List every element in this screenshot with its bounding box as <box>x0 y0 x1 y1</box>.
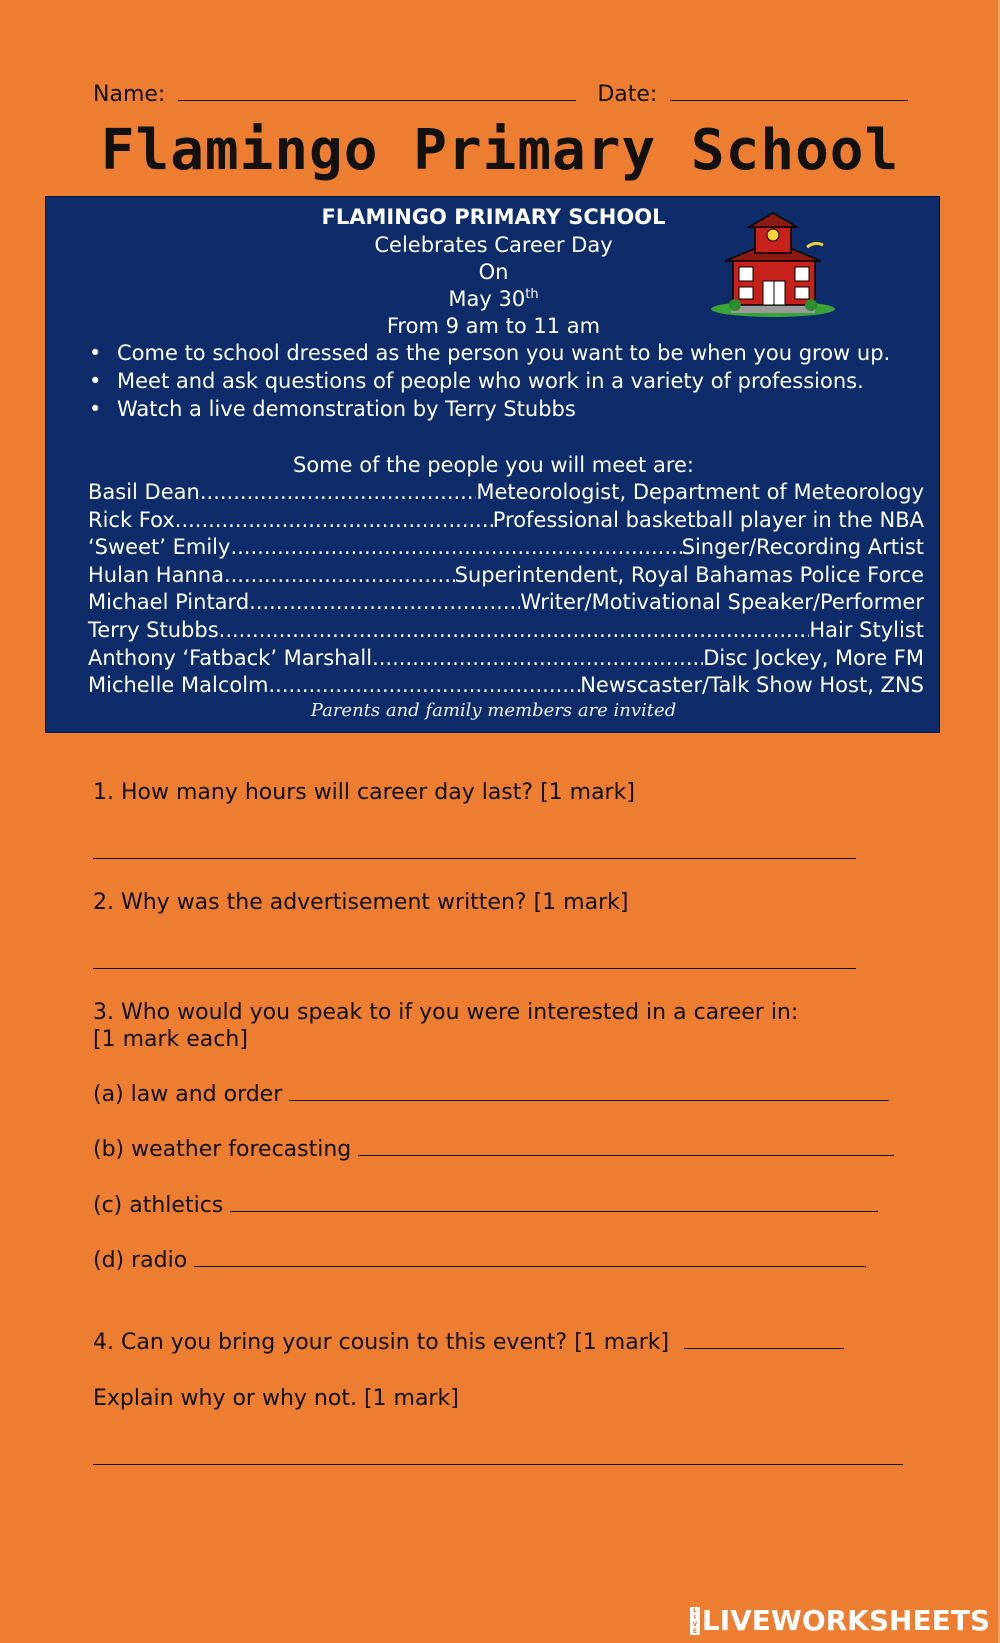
flyer-line-on: On <box>478 260 509 284</box>
question-4-explain: Explain why or why not. [1 mark] <box>93 1386 459 1411</box>
person-row <box>88 508 924 536</box>
answer-line-q3d[interactable] <box>194 1248 866 1267</box>
person-name: Anthony ‘Fatback’ Marshall <box>88 645 373 670</box>
question-3d <box>93 1248 866 1273</box>
live-letter: E <box>690 1628 700 1635</box>
date-answer-line[interactable] <box>670 80 908 101</box>
person-row <box>88 618 924 646</box>
answer-line-q3b[interactable] <box>358 1137 894 1156</box>
live-letter: V <box>690 1621 700 1628</box>
person-role: Writer/Motivational Speaker/Performer <box>520 590 924 615</box>
question-3a-label: (a) law and order <box>93 1082 283 1107</box>
question-3a <box>93 1082 889 1107</box>
question-3b-label: (b) weather forecasting <box>93 1137 352 1162</box>
people-intro: Some of the people you will meet are: <box>293 453 694 477</box>
question-3-marks: [1 mark each] <box>93 1027 248 1052</box>
question-3d-label: (d) radio <box>93 1248 188 1273</box>
leader-dots <box>269 673 581 697</box>
question-1: 1. How many hours will career day last? [1 mark] <box>93 780 635 805</box>
page-title: Flamingo Primary School <box>100 118 900 183</box>
date-label: Date: <box>597 82 658 107</box>
person-row <box>88 480 924 508</box>
answer-line-q4[interactable] <box>684 1330 844 1349</box>
leader-dots <box>200 480 477 504</box>
flyer-time: From 9 am to 11 am <box>386 314 601 338</box>
flyer-bullet-list <box>89 341 890 425</box>
name-date-row <box>93 80 908 107</box>
flyer-bullet: • Come to school dressed as the person you want to be when you grow up. <box>89 341 890 369</box>
person-row <box>88 673 924 701</box>
career-day-flyer <box>45 196 940 733</box>
answer-line-q3a[interactable] <box>289 1082 889 1101</box>
person-role: Professional basketball player in the NBA <box>492 507 924 532</box>
person-role: Superintendent, Royal Bahamas Police Force <box>454 562 924 587</box>
flyer-line-celebrates: Celebrates Career Day <box>374 233 613 257</box>
people-list <box>88 480 924 701</box>
flyer-date-sup: th <box>525 287 539 302</box>
person-name: Basil Dean <box>88 480 200 504</box>
brand-text: LIVEWORKSHEETS <box>701 1604 990 1637</box>
flyer-bullet: • Meet and ask questions of people who work in a variety of professions. <box>89 369 890 397</box>
person-row <box>88 535 924 563</box>
answer-line-q3c[interactable] <box>230 1193 878 1212</box>
live-badge <box>690 1607 700 1635</box>
question-4 <box>93 1330 844 1355</box>
flyer-heading: FLAMINGO PRIMARY SCHOOL <box>321 205 666 229</box>
live-letter: L <box>690 1607 700 1614</box>
person-role: Meteorologist, Department of Meteorology <box>476 480 924 504</box>
question-2: 2. Why was the advertisement written? [1 mark] <box>93 890 629 915</box>
person-name: Rick Fox <box>88 507 175 532</box>
person-name: ‘Sweet’ Emily <box>88 535 231 560</box>
answer-line-q1[interactable] <box>93 858 856 859</box>
question-3c-label: (c) athletics <box>93 1193 224 1218</box>
schoolhouse-icon <box>711 211 841 321</box>
question-3c <box>93 1193 878 1218</box>
leader-dots <box>219 618 810 642</box>
name-label: Name: <box>93 82 166 107</box>
flyer-date-main: May 30 <box>448 287 526 311</box>
invite-note: Parents and family members are invited <box>310 700 677 721</box>
question-3: 3. Who would you speak to if you were interested in a career in: <box>93 1000 799 1025</box>
live-letter: I <box>690 1614 700 1621</box>
leader-dots <box>175 508 493 532</box>
person-role: Newscaster/Talk Show Host, ZNS <box>580 673 924 698</box>
question-4-label: 4. Can you bring your cousin to this event? [1 mark] <box>93 1330 670 1355</box>
leader-dots <box>372 646 703 670</box>
person-name: Michael Pintard <box>88 590 250 615</box>
answer-line-q2[interactable] <box>93 968 856 969</box>
person-row <box>88 646 924 674</box>
leader-dots <box>249 590 520 614</box>
name-answer-line[interactable] <box>178 80 576 101</box>
leader-dots <box>230 535 681 559</box>
leader-dots <box>224 563 455 587</box>
person-row <box>88 563 924 591</box>
answer-line-q4-explain[interactable] <box>93 1464 903 1465</box>
person-row <box>88 590 924 618</box>
flyer-bullet: • Watch a live demonstration by Terry Stubbs <box>89 397 890 425</box>
person-name: Hulan Hanna <box>88 562 224 587</box>
liveworksheets-logo <box>690 1604 990 1637</box>
question-3b <box>93 1137 894 1162</box>
person-name: Michelle Malcolm <box>88 673 269 698</box>
person-name: Terry Stubbs <box>88 617 219 642</box>
person-role: Singer/Recording Artist <box>681 535 924 560</box>
person-role: Hair Stylist <box>809 617 924 642</box>
person-role: Disc Jockey, More FM <box>703 645 924 670</box>
